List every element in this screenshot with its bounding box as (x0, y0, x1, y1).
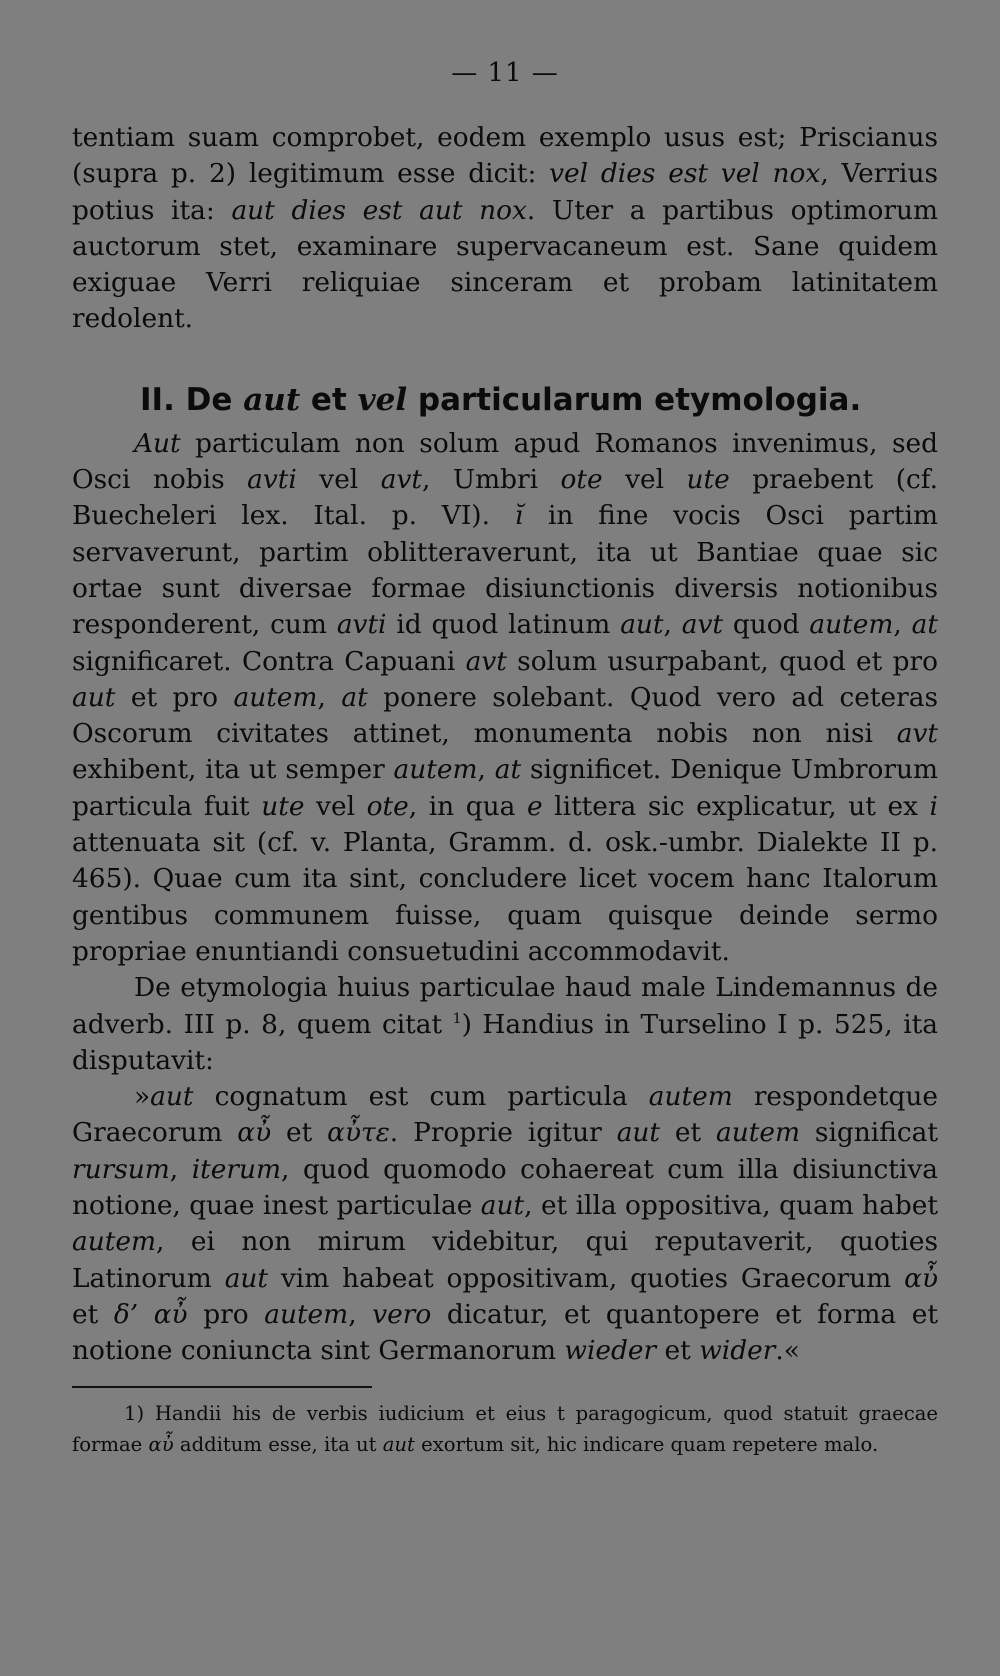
paragraph-3: De etymologia huius particulae haud male Lindemannus de adverb. III p. 8, quem citat $^1$) Handius in Turselino I p. 525, ita disputavit: (72, 972, 938, 1076)
paragraph-quote: »aut cognatum est cum particula autem respondetque Graecorum αὖ et αὖτε. Proprie igitur aut et autem significat rursum, iterum, quod quomodo cohaereat cum illa disiunctiva notione, quae inest particulae aut, et illa oppositiva, quam habet autem, ei non mirum videbitur, qui reputaverit, quoties Latinorum aut vim habeat oppositivam, quoties Graecorum αὖ et δ’ αὖ pro autem, vero dicatur, et quantopere et forma et notione coniuncta sint Germanorum wieder et wider.« (72, 1081, 939, 1367)
section-heading: II. De aut et vel particularum etymologia. (140, 381, 862, 418)
page-number: — 11 — (451, 58, 559, 88)
footnote-divider (72, 1386, 372, 1388)
page (72, 58, 938, 1460)
paragraph-1: tentiam suam comprobet, eodem exemplo usus est; Priscianus (supra p. 2) legitimum esse dicit: vel dies est vel nox, Verrius potius ita: aut dies est aut nox. Uter a partibus optimorum auctorum stet, examinare supervacaneum est. Sane quidem exiguae Verri reliquiae sinceram et probam latinitatem redolent. (72, 122, 938, 335)
footnote: 1) Handii his de verbis iudicium et eius t paragogicum, quod statuit graecae formae αὖ additum esse, ita ut aut exortum sit, hic indicare quam repetere malo. (72, 1401, 938, 1456)
paragraph-2: Aut particulam non solum apud Romanos invenimus, sed Osci nobis avti vel avt, Umbri ote vel ute praebent (cf. Buecheleri lex. Ital. p. VI). ĭ in fine vocis Osci partim servaverunt, partim oblitteraverunt, ita ut Bantiae quae sic ortae sunt diversae formae disiunctionis diversis notionibus responderent, cum avti id quod latinum aut, avt quod autem, at significaret. Contra Capuani avt solum usurpabant, quod et pro aut et pro autem, at ponere solebant. Quod vero ad ceteras Oscorum civitates attinet, monumenta nobis non nisi avt exhibent, ita ut semper autem, at significet. Denique Umbrorum particula fuit ute vel ote, in qua e littera sic explicatur, ut ex i attenuata sit (cf. v. Planta, Gramm. d. osk.-umbr. Dialekte II p. 465). Quae cum ita sint, concludere licet vocem hanc Italorum gentibus communem fuisse, quam quisque deinde sermo propriae enuntiandi consuetudini accommodavit. (72, 427, 939, 967)
